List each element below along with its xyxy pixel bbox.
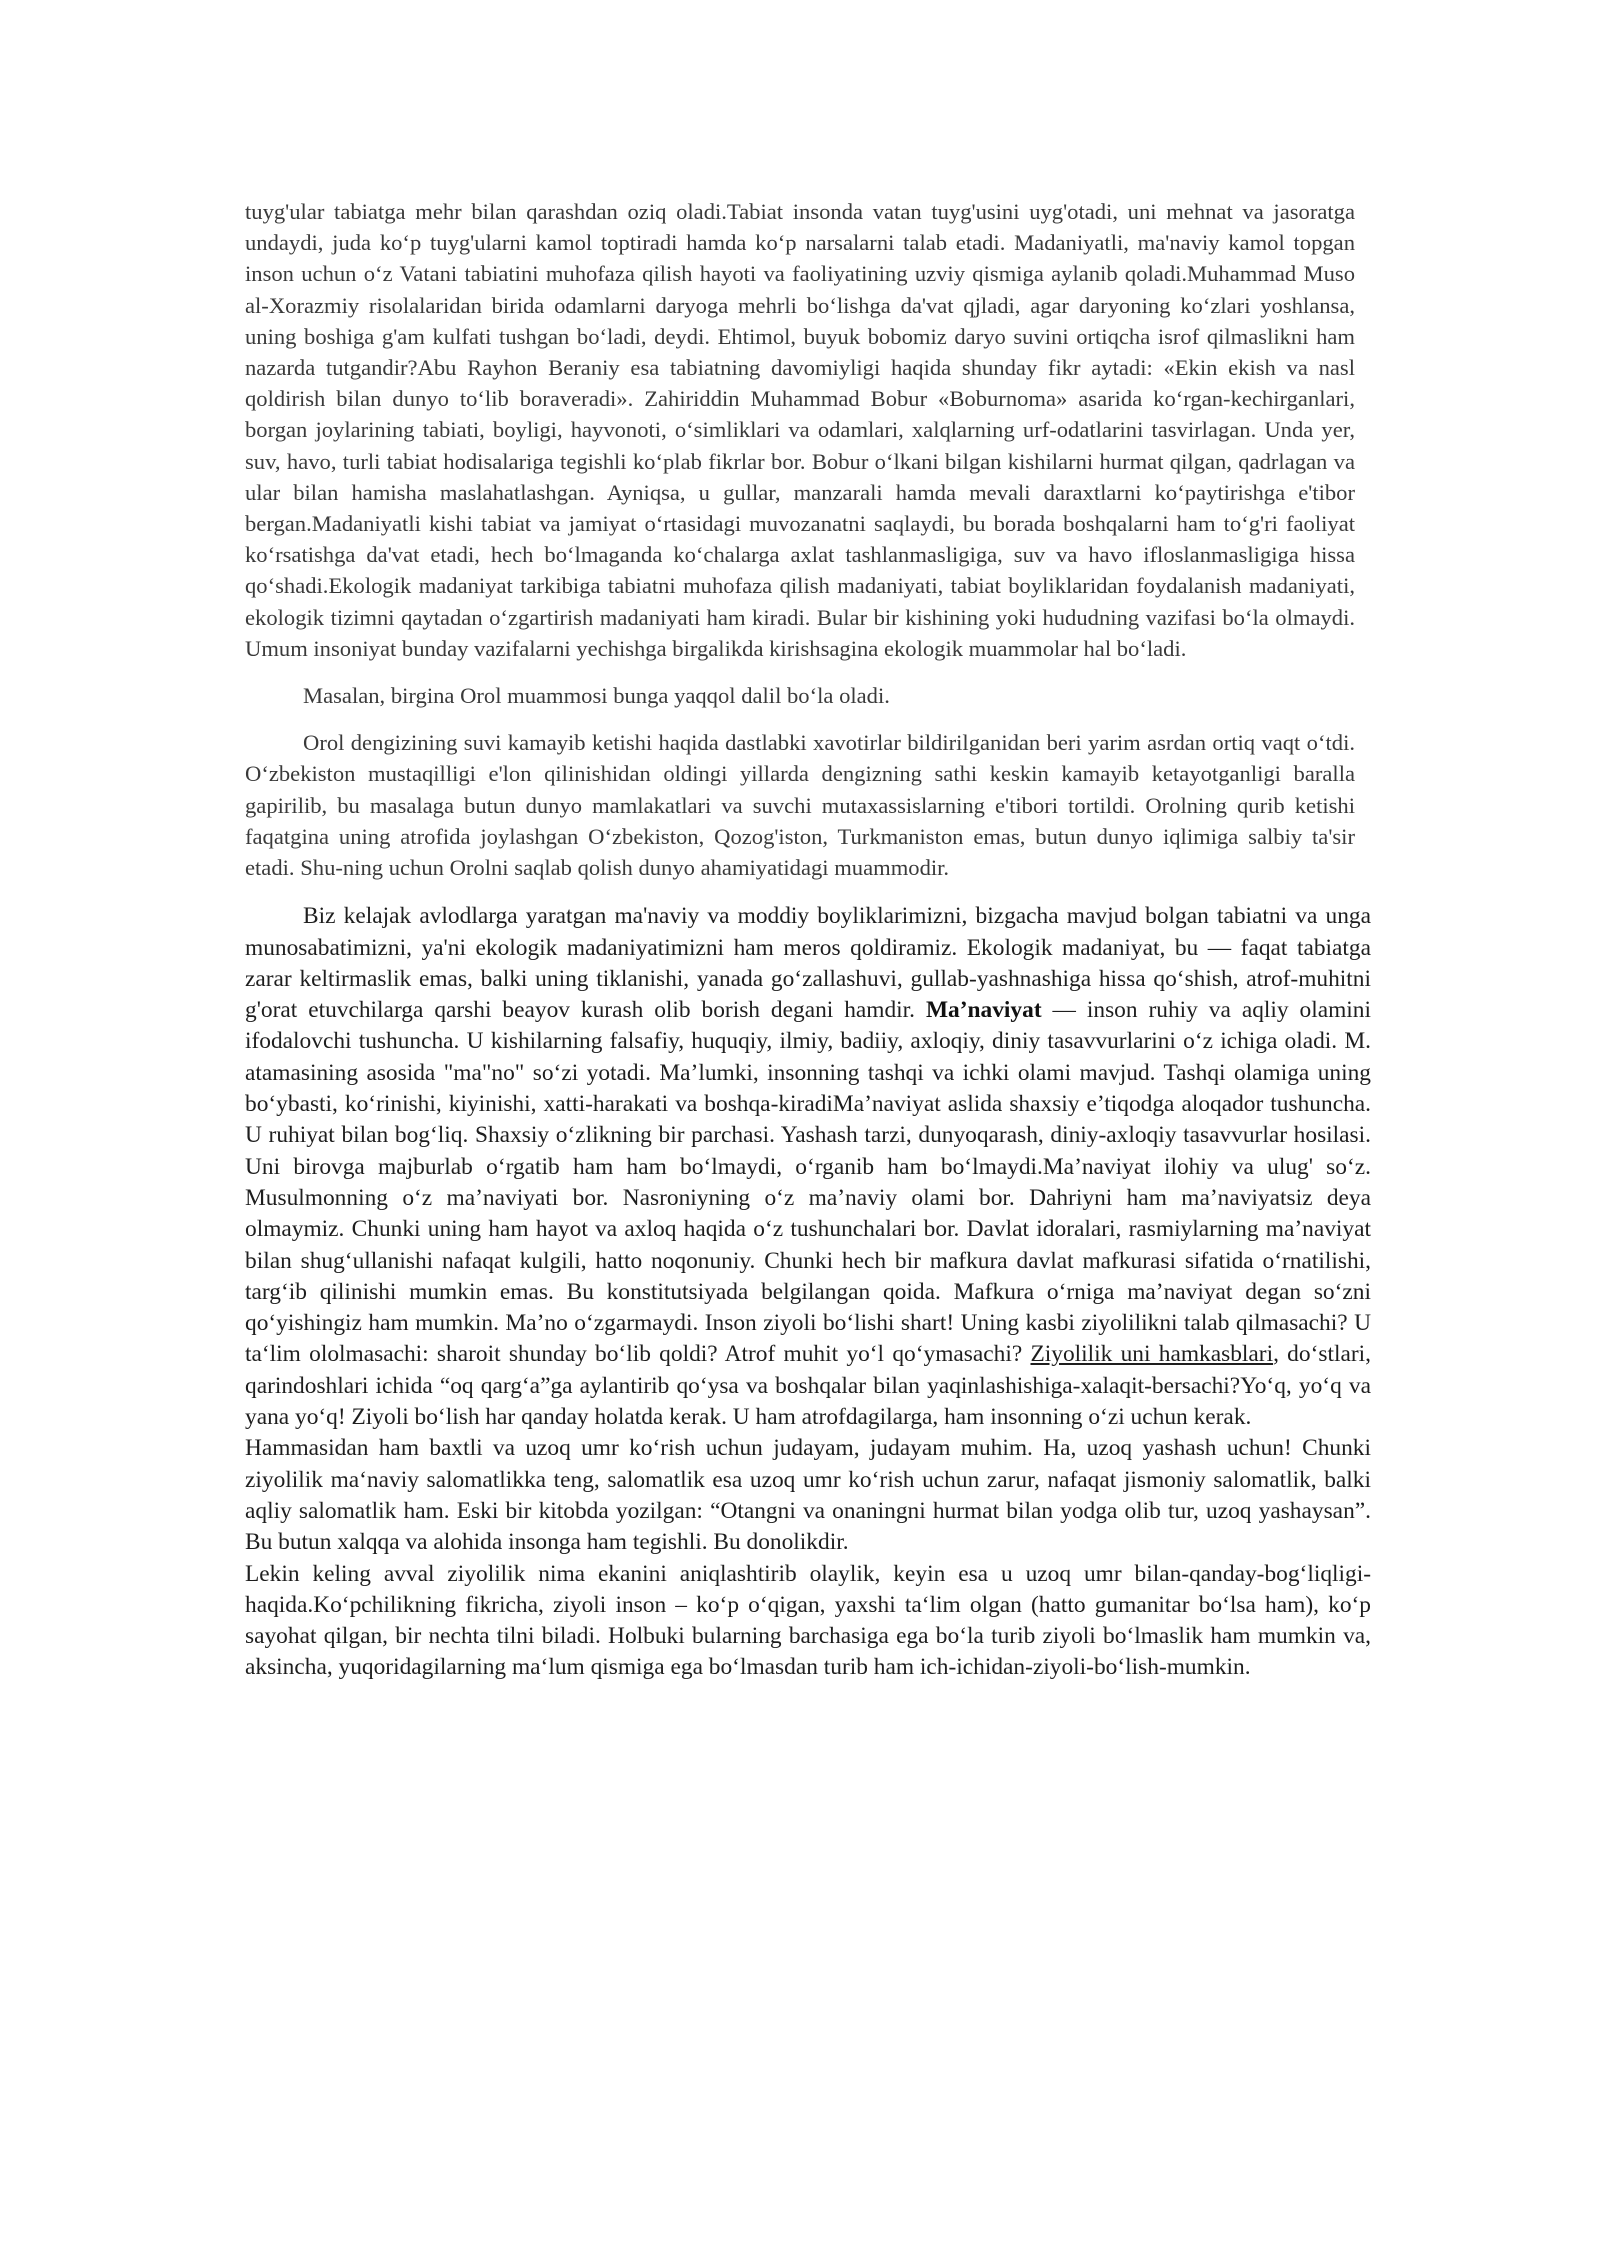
paragraph-intellectual: Lekin keling avval ziyolilik nima ekanini aniqlashtirib olaylik, keyin esa u uzoq umr bilan-qanday-bog‘liqligi-haqida.Ko‘pchilikning fikricha, ziyoli inson – ko‘p o‘qigan, yaxshi ta‘lim olgan (hatto gumanitar bo‘lsa ham), ko‘p sayohat qilgan, bir nechta tilni biladi. Holbuki bularning barchasiga ega bo‘la turib ziyoli bo‘lmaslik ham mumkin va, aksincha, yuqoridagilarning ma‘lum qismiga ega bo‘lmasdan turib ham ich-ichidan-ziyoli-bo‘lish-mumkin.: [245, 1560, 1371, 1681]
paragraph-spirituality: [245, 901, 1371, 1433]
paragraph-nature-feelings: tuyg'ular tabiatga mehr bilan qarashdan oziq oladi.Tabiat insonda vatan tuyg'usini uyg'otadi, uni mehnat va jasoratga undaydi, juda ko‘p tuyg'ularni kamol toptiradi hamda ko‘p narsalarni talab etadi. Madaniyatli, ma'naviy kamol topgan inson uchun o‘z Vatani tabiatini muhofaza qilish hayoti va faoliyatining uzviy qismiga aylanib qoladi.Muhammad Muso al-Xorazmiy risolalaridan birida odamlarni daryoga mehrli bo‘lishga da'vat qjladi, agar daryoning ko‘zlari yoshlansa, uning boshiga g'am kulfati tushgan bo‘ladi, deydi. Ehtimol, buyuk bobomiz daryo suvini ortiqcha isrof qilmaslikni ham nazarda tutgandir?Abu Rayhon Beraniy esa tabiatning davomiyligi haqida shunday fikr aytadi: «Ekin ekish va nasl qoldirish bilan dunyo to‘lib boraveradi». Zahiriddin Muhammad Bobur «Boburnoma» asarida ko‘rgan-kechirganlari, borgan joylarining tabiati, boyligi, hayvonoti, o‘simliklari va odamlari, xalqlarning urf-odatlarini tasvirlagan. Unda yer, suv, havo, turli tabiat hodisalariga tegishli ko‘plab fikrlar bor. Bobur o‘lkani bilgan kishilarni hurmat qilgan, qadrlagan va ular bilan hamisha maslahatlashgan. Ayniqsa, u gullar, manzarali hamda mevali daraxtlarni ko‘paytirishga e'tibor bergan.Madaniyatli kishi tabiat va jamiyat o‘rtasidagi muvozanatni saqlaydi, bu borada boshqalarni ham to‘g'ri faoliyat ko‘rsatishga da'vat etadi, hech bo‘lmaganda ko‘chalarga axlat tashlanmasligiga, suv va havo ifloslanmasligiga hissa qo‘shadi.Ekologik madaniyat tarkibiga tabiatni muhofaza qilish madaniyati, tabiat boyliklaridan foydalanish madaniyati, ekologik tizimni qaytadan o‘zgartirish madaniyati ham kiradi. Bular bir kishining yoki hududning vazifasi bo‘la olmaydi. Umum insoniyat bunday vazifalarni yechishga birgalikda kirishsagina ekologik muammolar hal bo‘ladi.: [245, 199, 1355, 661]
term-manaviyat: Ma’naviyat: [925, 997, 1042, 1024]
document-page: [245, 196, 1371, 1684]
text-run: , do‘stlari, qarindoshlari ichida “oq qarg‘a”ga aylantirib qo‘ysa va boshqalar bilan yaqinlashishiga-xalaqit-bersachi?Yo‘q, yo‘q va yana yo‘q! Ziyoli bo‘lish har qanday holatda kerak. U ham atrofdagilarga, ham insonning o‘zi uchun kerak.: [245, 1341, 1371, 1431]
text-run: — inson ruhiy va aqliy olamini ifodalovchi tushuncha. U kishilarning falsafiy, huquqiy, ilmiy, badiiy, axloqiy, diniy tasavvurlarini o‘z ichiga oladi. M. atamasining asosida "ma"no" so‘zi yotadi. Ma’lumki, insonning tashqi va ichki olami mavjud. Tashqi olamiga uning bo‘ybasti, ko‘rinishi, kiyinishi, xatti-harakati va boshqa-kiradiMa’naviyat aslida shaxsiy e’tiqodga aloqador tushuncha. U ruhiyat bilan bog‘liq. Shaxsiy o‘zlikning bir parchasi. Yashash tarzi, dunyoqarash, diniy-axloqiy tasavvurlar hosilasi. Uni birovga majburlab o‘rgatib ham ham bo‘lmaydi, o‘rganib ham bo‘lmaydi.Ma’naviyat ilohiy va ulug' so‘z. Musulmonning o‘z ma’naviyati bor. Nasroniyning o‘z ma’naviy olami bor. Dahriyni ham ma’naviyatsiz deya olmaymiz. Chunki uning ham hayot va axloq haqida o‘z tushunchalari bor. Davlat idoralari, rasmiylarning ma’naviyat bilan shug‘ullanishi nafaqat kulgili, hatto noqonuniy. Chunki hech bir mafkura davlat mafkurasi sifatida o‘rnatilishi, targ‘ib qilinishi mumkin emas. Bu konstitutsiyada belgilangan qoida. Mafkura o‘rniga ma’naviyat degan so‘zni qo‘yishingiz ham mumkin. Ma’no o‘zgarmaydi. Inson ziyoli bo‘lishi shart! Uning kasbi ziyolilikni talab qilmasachi? U ta‘lim ololmasachi: sharoit shunday bo‘lib qoldi? Atrof muhit yo‘l qo‘ymasachi?: [245, 997, 1371, 1368]
text-run: Biz kelajak avlodlarga yaratgan ma'naviy va moddiy boyliklarimizni, bizgacha mavjud bolgan tabiatni va unga munosabatimizni, ya'ni ekologik madaniyatimizni ham meros qoldiramiz. Ekologik madaniyat, bu — faqat tabiatga zarar keltirmaslik emas, balki uning tiklanishi, yanada go‘zallashuvi, gullab-yashnashiga hissa qo‘shish, atrof-muhitni g'orat etuvchilarga qarshi beayov kurash olib borish degani hamdir.: [245, 903, 1371, 1024]
paragraph-longevity: Hammasidan ham baxtli va uzoq umr ko‘rish uchun judayam, judayam muhim. Ha, uzoq yashash uchun! Chunki ziyolilik ma‘naviy salomatlikka teng, salomatlik esa uzoq umr ko‘rish uchun zarur, nafaqat jismoniy salomatlik, balki aqliy salomatlik ham. Eski bir kitobda yozilgan: “Otangni va onaningni hurmat bilan yodga olib tur, uzoq yashaysan”. Bu butun xalqqa va alohida insonga ham tegishli. Bu donolikdir.: [245, 1435, 1371, 1556]
section-ecology: [245, 196, 1355, 883]
paragraph-aral-example: Masalan, birgina Orol muammosi bunga yaqqol dalil bo‘la oladi.: [303, 683, 890, 709]
paragraph-aral-sea: Orol dengizining suvi kamayib ketishi haqida dastlabki xavotirlar bildirilganidan beri yarim asrdan ortiq vaqt o‘tdi. O‘zbekiston mustaqilligi e'lon qilinishidan oldingi yillarda dengizning sathi keskin kamayib ketayotganligi baralla gapirilib, bu masalaga butun dunyo mamlakatlari va suvchi mutaxassislarning e'tibori tortildi. Orolning qurib ketishi faqatgina uning atrofida joylashgan O‘zbekiston, Qozog'iston, Turkmaniston emas, butun dunyo iqlimiga salbiy ta'sir etadi. Shu-ning uchun Orolni saqlab qolish dunyo ahamiyatidagi muammodir.: [245, 730, 1355, 881]
hyperlink-ziyolilik[interactable]: Ziyolilik uni hamkasblari: [1030, 1341, 1274, 1368]
section-spirituality: [245, 901, 1371, 1683]
